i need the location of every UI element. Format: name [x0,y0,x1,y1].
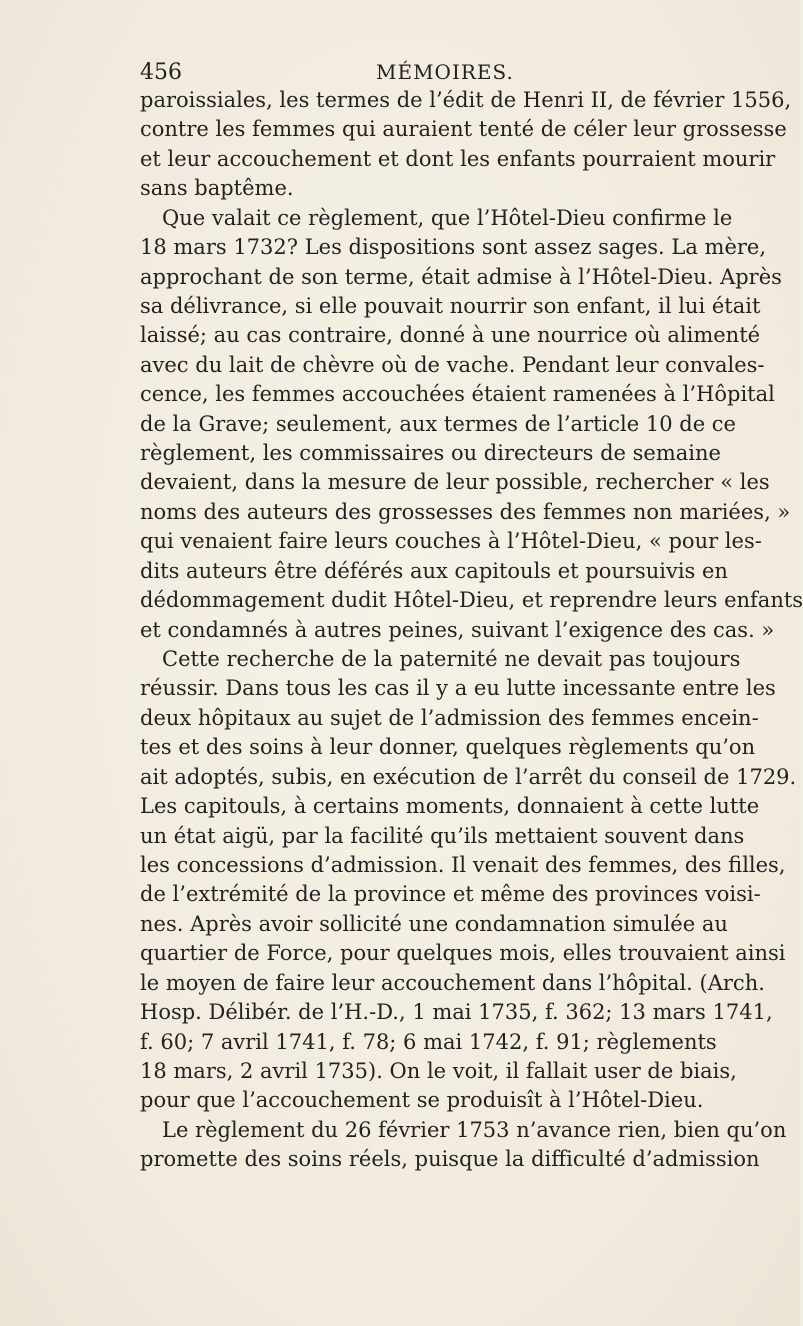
text-line: un état aigü, par la facilité qu’ils mettaient souvent dans [140,823,745,848]
text-line: et leur accouchement et dont les enfants pourraient mourir [140,146,776,171]
text-line: promette des soins réels, puisque la difficulté d’admission [140,1147,760,1172]
text-line: sans baptême. [140,176,294,201]
text-line: les concessions d’admission. Il venait des femmes, des filles, [140,852,786,877]
page-number: 456 [140,60,182,85]
text-line: paroissiales, les termes de l’édit de Henri II, de février 1556, [140,88,792,112]
text-line: devaient, dans la mesure de leur possible, rechercher « les [140,470,770,495]
text-line: contre les femmes qui auraient tenté de céler leur grossesse [140,117,787,142]
text-line: nes. Après avoir sollicité une condamnation simulée au [140,911,728,936]
text-line: Hosp. Délibér. de l’H.-D., 1 mai 1735, f. 362; 13 mars 1741, [140,1000,773,1025]
text-line: dédommagement dudit Hôtel-Dieu, et reprendre leurs enfants [140,588,803,613]
text-line: 18 mars, 2 avril 1735). On le voit, il fallait user de biais, [140,1058,737,1083]
text-line: 18 mars 1732? Les dispositions sont assez sages. La mère, [140,235,767,260]
text-line: cence, les femmes accouchées étaient ramenées à l’Hôpital [140,382,775,407]
text-line: pour que l’accouchement se produisît à l’Hôtel-Dieu. [140,1088,704,1113]
body-text [140,86,803,1175]
text-line: Les capitouls, à certains moments, donnaient à cette lutte [140,794,760,819]
text-line: avec du lait de chèvre où de vache. Pendant leur convales- [140,352,765,377]
text-line: laissé; au cas contraire, donné à une nourrice où alimenté [140,323,761,348]
text-line: qui venaient faire leurs couches à l’Hôtel-Dieu, « pour les- [140,529,762,554]
text-line: f. 60; 7 avril 1741, f. 78; 6 mai 1742, f. 91; règlements [140,1029,717,1054]
text-line: Cette recherche de la paternité ne devait pas toujours [162,647,741,672]
text-line: réussir. Dans tous les cas il y a eu lutte incessante entre les [140,676,776,701]
text-line: noms des auteurs des grossesses des femmes non mariées, » [140,499,791,524]
text-line: sa délivrance, si elle pouvait nourrir son enfant, il lui était [140,293,761,318]
running-head: MÉMOIRES. [376,60,514,84]
text-line: Le règlement du 26 février 1753 n’avance rien, bien qu’on [162,1117,787,1142]
text-line: approchant de son terme, était admise à l’Hôtel-Dieu. Après [140,264,782,289]
text-line: quartier de Force, pour quelques mois, elles trouvaient ainsi [140,941,786,966]
text-line: règlement, les commissaires ou directeurs de semaine [140,441,721,466]
text-line: de la Grave; seulement, aux termes de l’article 10 de ce [140,411,736,436]
text-line: tes et des soins à leur donner, quelques règlements qu’on [140,735,756,760]
text-line: de l’extrémité de la province et même des provinces voisi- [140,882,761,907]
text-line: ait adoptés, subis, en exécution de l’arrêt du conseil de 1729. [140,764,797,789]
text-line: le moyen de faire leur accouchement dans l’hôpital. (Arch. [140,970,765,995]
text-line: Que valait ce règlement, que l’Hôtel-Dieu confirme le [162,205,733,230]
text-line: dits auteurs être déférés aux capitouls et poursuivis en [140,558,728,583]
text-line: et condamnés à autres peines, suivant l’exigence des cas. » [140,617,775,642]
text-line: deux hôpitaux au sujet de l’admission des femmes encein- [140,705,759,730]
